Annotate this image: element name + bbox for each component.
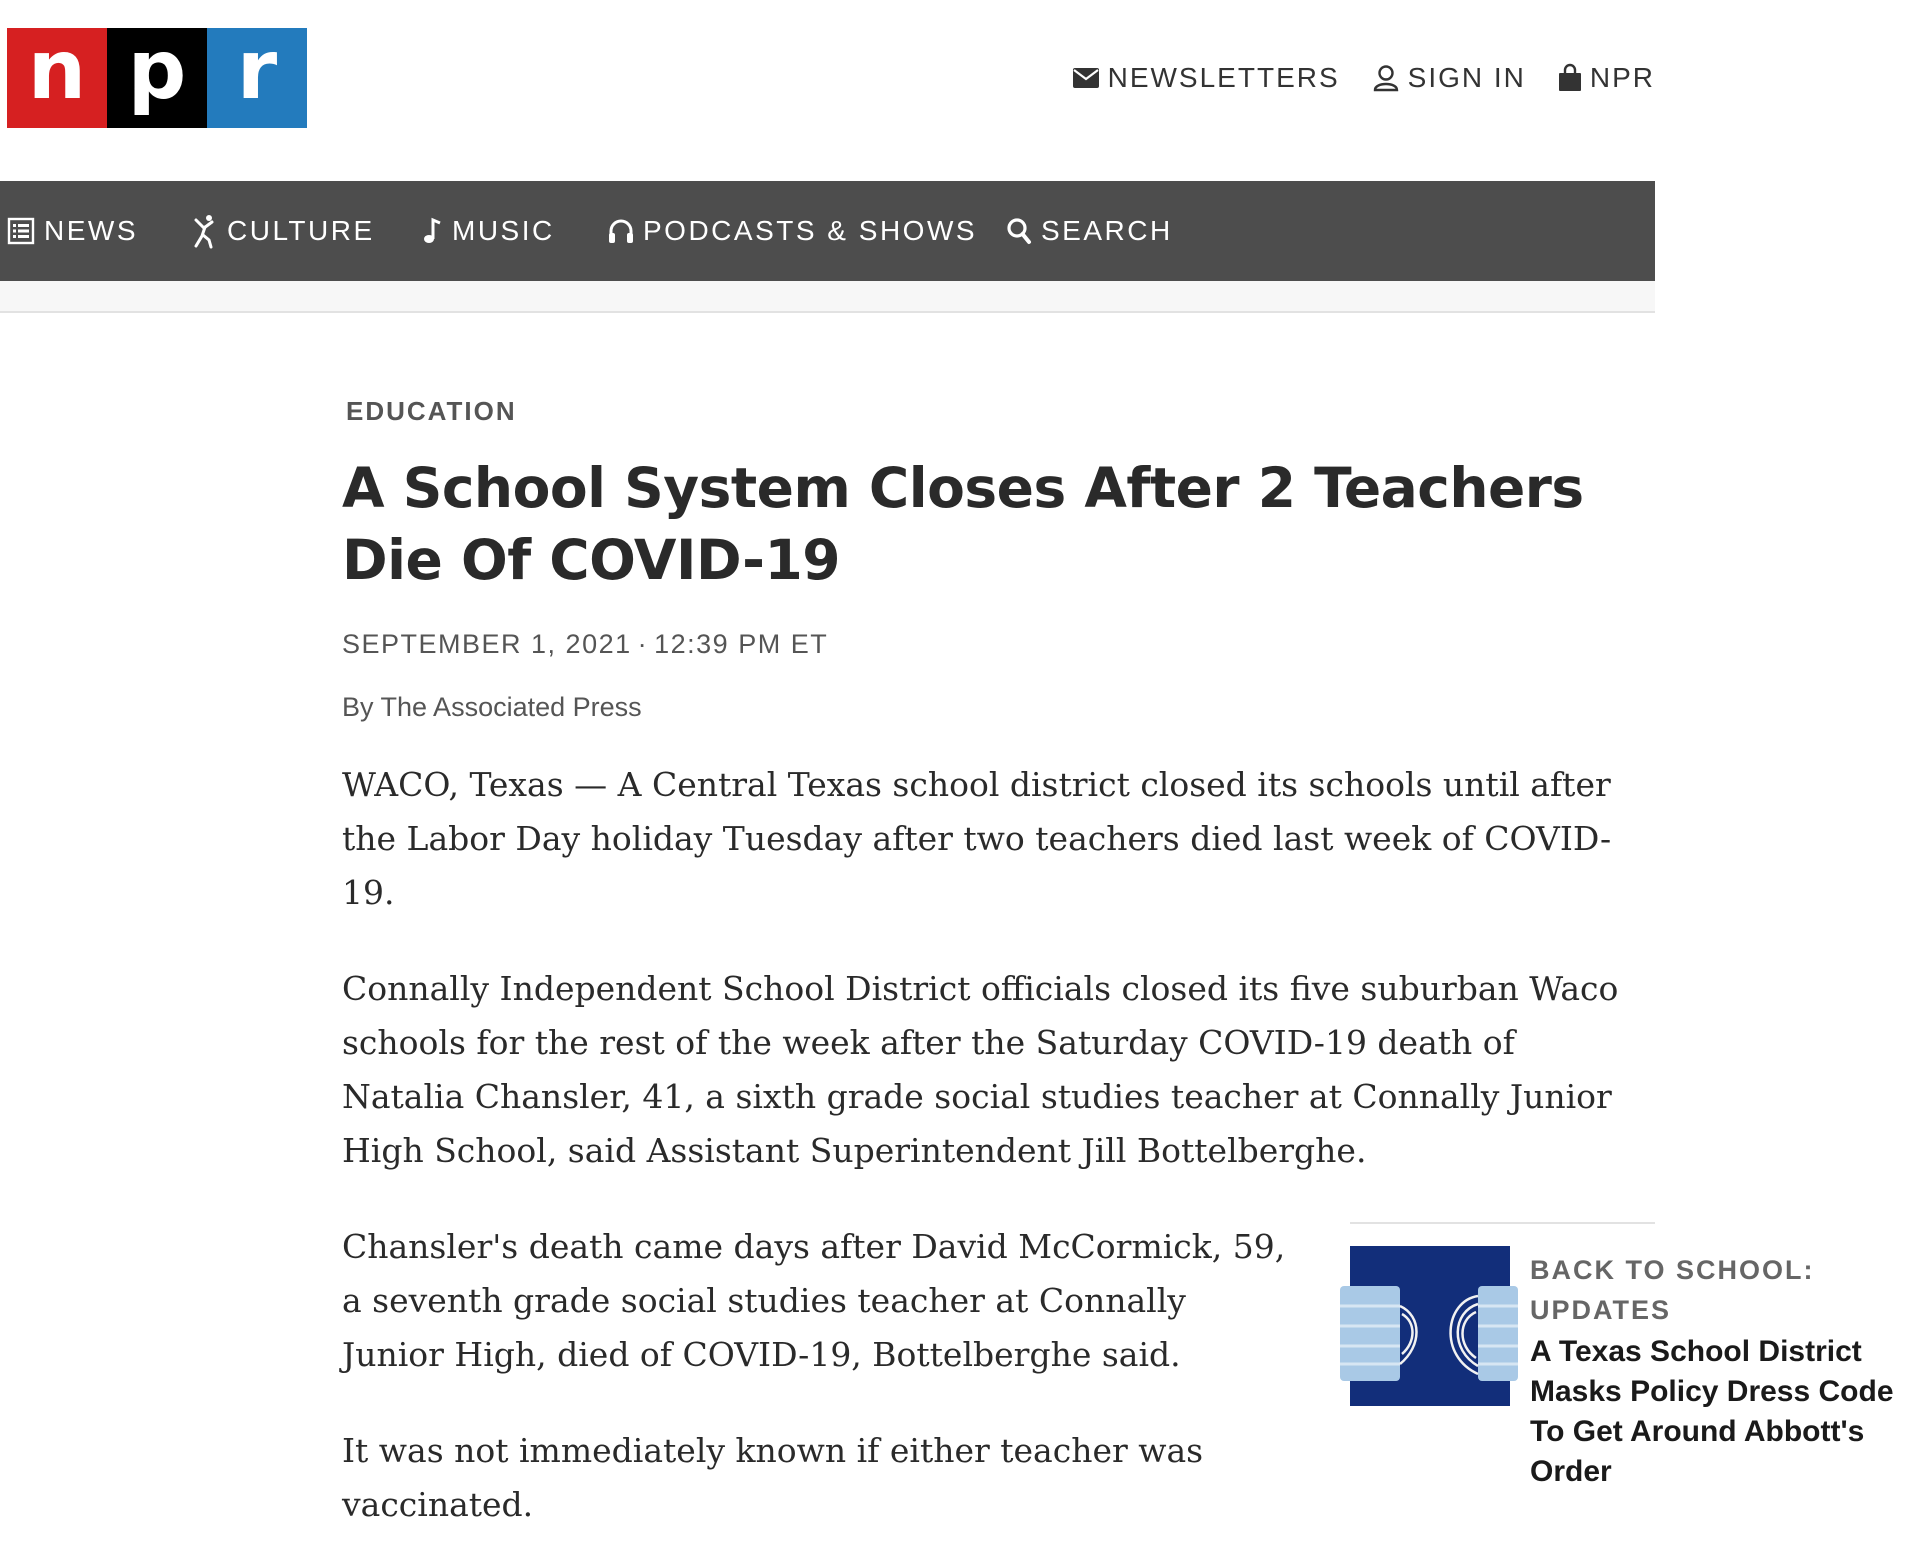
headphones-icon xyxy=(608,218,634,244)
utility-nav xyxy=(1040,58,1655,98)
article-date: SEPTEMBER 1, 2021 xyxy=(342,629,632,659)
sign-in-link[interactable] xyxy=(1372,62,1526,94)
dateline-separator: · xyxy=(637,629,649,659)
sub-nav-bar xyxy=(0,281,1655,313)
article-time: 12:39 PM ET xyxy=(654,629,829,659)
user-icon xyxy=(1372,64,1400,92)
article-paragraph: It was not immediately known if either teacher was vaccinated. xyxy=(342,1431,1204,1524)
dancer-icon xyxy=(192,214,218,248)
related-story-card[interactable] xyxy=(1350,1222,1894,1552)
music-note-icon xyxy=(423,217,443,245)
nav-podcasts-label: PODCASTS & SHOWS xyxy=(643,215,978,246)
sign-in-label: SIGN IN xyxy=(1407,62,1526,93)
newspaper-icon xyxy=(7,217,35,245)
related-story-label[interactable]: BACK TO SCHOOL: UPDATES xyxy=(1530,1255,1815,1325)
face-masks-image xyxy=(1350,1246,1510,1406)
article-byline[interactable]: By The Associated Press xyxy=(342,692,642,722)
nav-item-podcasts-shows[interactable] xyxy=(608,181,977,281)
related-story-title[interactable]: A Texas School District Masks Policy Dress Code To Get Around Abbott's Order xyxy=(1530,1335,1894,1488)
main-nav xyxy=(0,181,1655,281)
npr-logo[interactable] xyxy=(7,23,307,128)
newsletters-link[interactable] xyxy=(1072,62,1340,94)
nav-item-news[interactable] xyxy=(7,181,138,281)
search-icon xyxy=(1006,217,1032,245)
nav-culture-label: CULTURE xyxy=(227,215,375,246)
envelope-icon xyxy=(1072,67,1100,89)
newsletters-label: NEWSLETTERS xyxy=(1107,62,1340,93)
article-section-slug[interactable]: EDUCATION xyxy=(346,396,517,426)
nav-item-music[interactable] xyxy=(423,181,555,281)
nav-item-culture[interactable] xyxy=(192,181,375,281)
article-title: A School System Closes After 2 Teachers Die Of COVID-19 xyxy=(342,456,1584,592)
article-paragraph: Chansler's death came days after David McCormick, 59, a seventh grade social studies teacher at Connally Junior High, died of COVID-19, Bottelberghe said. xyxy=(342,1227,1286,1374)
nav-news-label: NEWS xyxy=(44,215,138,246)
npr-shop-label: NPR xyxy=(1589,62,1655,93)
logo-letter-r: r xyxy=(207,28,307,128)
logo-letter-p: p xyxy=(107,28,207,128)
nav-item-search[interactable] xyxy=(1006,181,1173,281)
shopping-bag-icon xyxy=(1558,64,1582,92)
article-paragraph: WACO, Texas — A Central Texas school district closed its schools until after the Labor Day holiday Tuesday after two teachers died last week of COVID-19. xyxy=(342,765,1612,912)
logo-letter-n: n xyxy=(7,28,107,128)
nav-music-label: MUSIC xyxy=(452,215,555,246)
npr-shop-link[interactable] xyxy=(1558,62,1655,94)
article-paragraph: Connally Independent School District officials closed its five suburban Waco schools for the rest of the week after the Saturday COVID-19 death of Natalia Chansler, 41, a sixth grade social studies teacher at Connally Junior High School, said Assistant Superintendent Jill Bottelberghe. xyxy=(342,969,1619,1170)
nav-search-label: SEARCH xyxy=(1041,215,1173,246)
article-dateline xyxy=(342,629,828,660)
related-story-thumbnail[interactable] xyxy=(1350,1246,1510,1406)
